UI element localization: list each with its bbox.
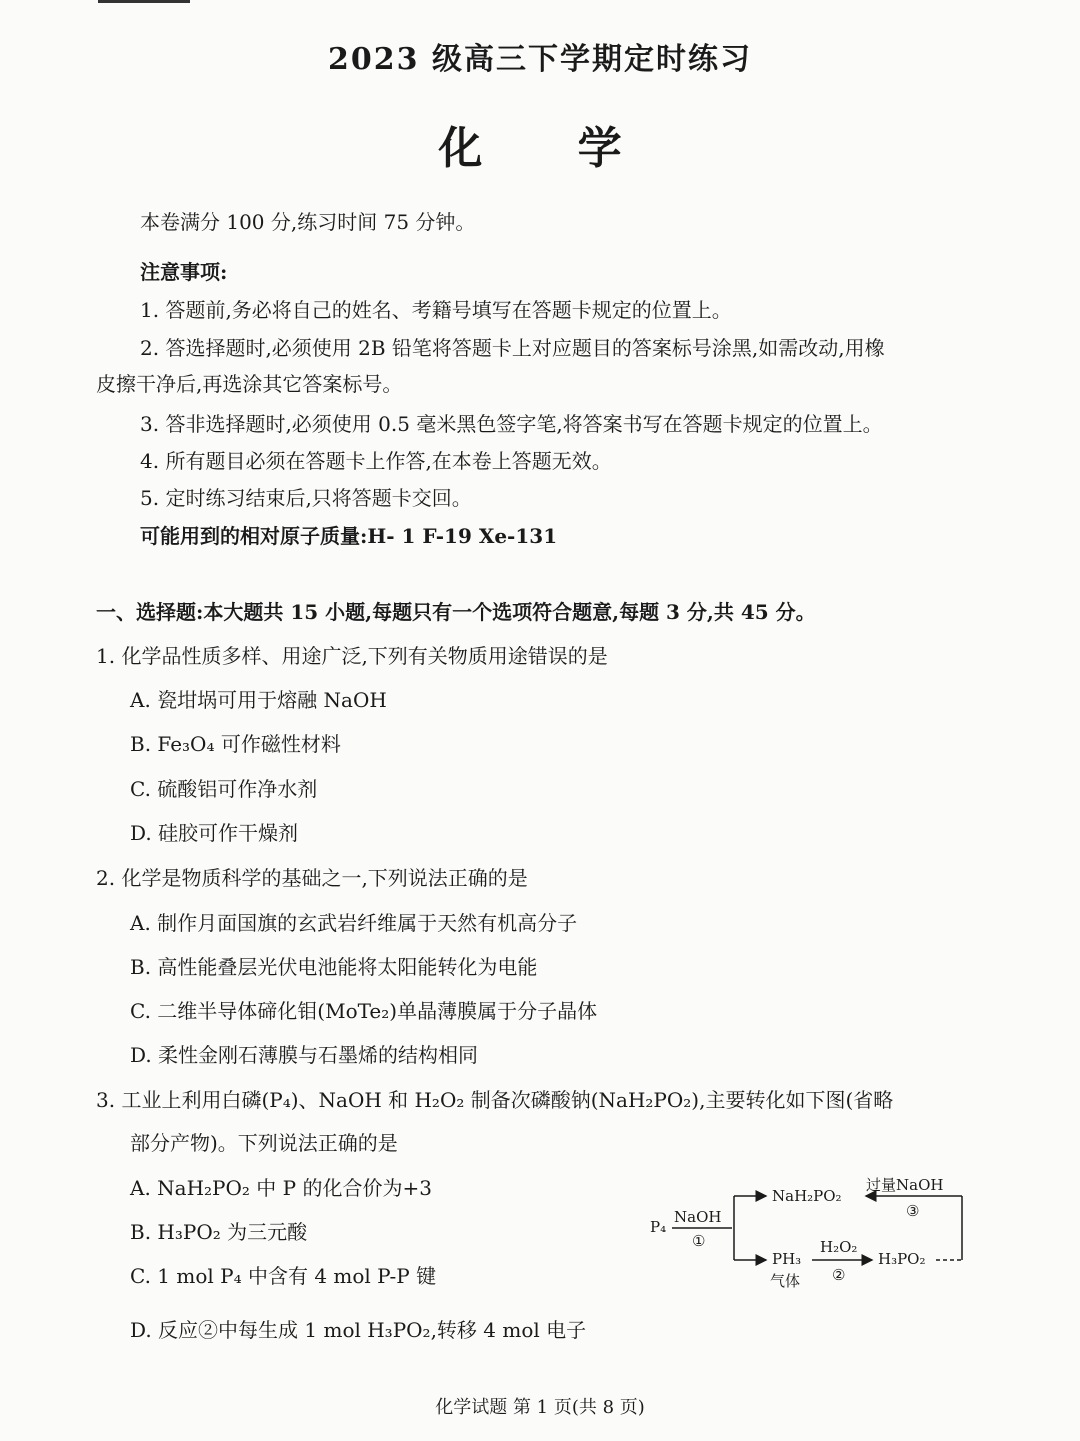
q3-option-c: C. 1 mol P₄ 中含有 4 mol P-P 键 [130, 1264, 437, 1288]
diagram-h3po2: H₃PO₂ [878, 1250, 926, 1268]
q2-option-b: B. 高性能叠层光伏电池能将太阳能转化为电能 [130, 955, 538, 979]
atomic-mass: 可能用到的相对原子质量:H- 1 F-19 Xe-131 [140, 524, 558, 548]
note-2: 2. 答选择题时,必须使用 2B 铅笔将答题卡上对应题目的答案标号涂黑,如需改动,用橡 [140, 336, 885, 360]
q3-stem-line1: 3. 工业上利用白磷(P₄)、NaOH 和 H₂O₂ 制备次磷酸钠(NaH₂PO₂),主要转化如下图(省略 [96, 1088, 894, 1112]
q1-option-d: D. 硅胶可作干燥剂 [130, 821, 299, 845]
diagram-gas: 气体 [770, 1272, 801, 1290]
exam-title: 2023 级高三下学期定时练习 [328, 42, 752, 77]
q3-stem-line2: 部分产物)。下列说法正确的是 [130, 1131, 398, 1155]
diagram-naoh: NaOH [674, 1208, 722, 1226]
q2-option-c: C. 二维半导体碲化钼(MoTe₂)单晶薄膜属于分子晶体 [130, 999, 598, 1023]
q3-option-d: D. 反应②中每生成 1 mol H₃PO₂,转移 4 mol 电子 [130, 1318, 587, 1342]
page-footer: 化学试题 第 1 页(共 8 页) [435, 1397, 645, 1418]
diagram-nah2po2: NaH₂PO₂ [772, 1187, 842, 1205]
q1-option-a: A. 瓷坩埚可用于熔融 NaOH [130, 688, 387, 712]
section-heading: 一、选择题:本大题共 15 小题,每题只有一个选项符合题意,每题 3 分,共 45 分。 [96, 600, 816, 624]
top-rule [98, 0, 190, 3]
q3-option-b: B. H₃PO₂ 为三元酸 [130, 1220, 308, 1244]
diagram-step-3: ③ [906, 1202, 920, 1220]
note-3: 3. 答非选择题时,必须使用 0.5 毫米黑色签字笔,将答案书写在答题卡规定的位置上。 [140, 412, 883, 436]
q2-option-a: A. 制作月面国旗的玄武岩纤维属于天然有机高分子 [130, 911, 578, 935]
diagram-p4: P₄ [650, 1218, 667, 1236]
diagram-step-1: ① [692, 1232, 706, 1250]
score-info: 本卷满分 100 分,练习时间 75 分钟。 [140, 210, 476, 234]
reaction-diagram [648, 1168, 978, 1298]
diagram-excess-naoh: 过量NaOH [866, 1176, 944, 1194]
notice-title: 注意事项: [140, 260, 228, 284]
subject-title: 化 学 [438, 123, 662, 174]
q2-option-d: D. 柔性金刚石薄膜与石墨烯的结构相同 [130, 1043, 479, 1067]
q1-option-b: B. Fe₃O₄ 可作磁性材料 [130, 732, 341, 756]
note-5: 5. 定时练习结束后,只将答题卡交回。 [140, 486, 472, 510]
diagram-h2o2: H₂O₂ [820, 1238, 858, 1256]
note-4: 4. 所有题目必须在答题卡上作答,在本卷上答题无效。 [140, 449, 612, 473]
q1-stem: 1. 化学品性质多样、用途广泛,下列有关物质用途错误的是 [96, 644, 608, 668]
note-2-cont: 皮擦干净后,再选涂其它答案标号。 [96, 372, 403, 396]
diagram-ph3: PH₃ [772, 1250, 802, 1268]
note-1: 1. 答题前,务必将自己的姓名、考籍号填写在答题卡规定的位置上。 [140, 298, 732, 322]
q1-option-c: C. 硫酸铝可作净水剂 [130, 777, 318, 801]
q3-option-a: A. NaH₂PO₂ 中 P 的化合价为+3 [130, 1176, 432, 1200]
diagram-step-2: ② [832, 1266, 846, 1284]
q2-stem: 2. 化学是物质科学的基础之一,下列说法正确的是 [96, 866, 528, 890]
